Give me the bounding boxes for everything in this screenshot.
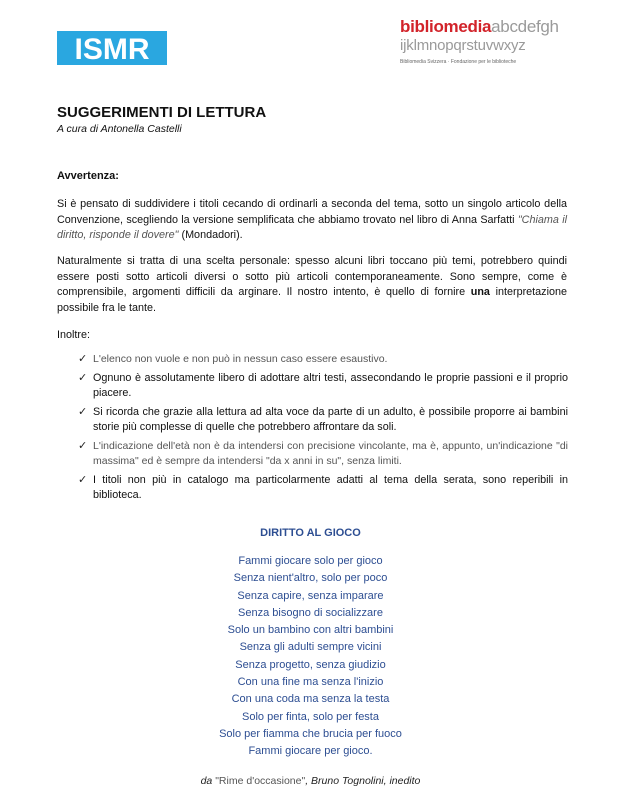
document-title: SUGGERIMENTI DI LETTURA	[57, 104, 267, 121]
poem-line: Solo per finta, solo per festa	[242, 710, 379, 723]
p2-text-a: Naturalmente si tratta di una scelta personale: spesso alcuni libri toccano più temi, potrebbero quindi essere posti sotto articoli diversi o sotto più articoli contemporaneamente. Sono sempre, come è comprensibile, argomenti difficili da arginare. Il nostro intento, è quello di fornire	[57, 255, 567, 298]
poem-credit	[0, 775, 621, 787]
check-icon: ✓	[78, 353, 88, 365]
list-item	[78, 352, 568, 368]
notes-checklist	[78, 352, 568, 507]
list-item	[78, 473, 568, 504]
warning-heading: Avvertenza:	[57, 170, 119, 182]
bibliomedia-word: bibliomedia	[400, 17, 492, 36]
document-subtitle: A cura di Antonella Castelli	[57, 123, 182, 135]
bibliomedia-tail: abcdefgh	[491, 17, 559, 36]
bibliomedia-tagline: Bibliomedia Svizzera · Fondazione per le biblioteche	[400, 59, 517, 65]
bibliomedia-logo-line2: ijklmnopqrstuvwxyz	[400, 37, 526, 54]
poem-title: DIRITTO AL GIOCO	[260, 527, 361, 539]
check-icon: ✓	[78, 439, 88, 452]
credit-source: "Rime d'occasione"	[215, 775, 306, 787]
poem-line: Senza capire, senza imparare	[237, 589, 384, 602]
poem-line: Con una fine ma senza l'inizio	[237, 676, 384, 689]
p2-bold-word: una	[470, 286, 490, 298]
bibliomedia-logo	[400, 17, 600, 67]
check-icon: ✓	[78, 371, 88, 384]
poem-line: Solo un bambino con altri bambini	[227, 624, 394, 637]
bibliomedia-logo-line1	[400, 17, 559, 37]
list-item-text: I titoli non più in catalogo ma particolarmente adatti al tema della serata, sono reperibili in biblioteca.	[93, 473, 568, 501]
poem-line: Con una coda ma senza la testa	[231, 693, 390, 706]
list-item	[78, 371, 568, 402]
poem-line: Senza progetto, senza giudizio	[235, 658, 386, 671]
poem-line: Fammi giocare per gioco.	[248, 745, 373, 758]
check-icon: ✓	[78, 405, 88, 418]
ismr-logo	[57, 31, 167, 65]
p1-book-title: "Chiama il diritto, risponde il dovere"	[57, 213, 567, 241]
inoltre-label: Inoltre:	[57, 329, 91, 341]
poem-line: Solo per fiamma che brucia per fuoco	[219, 727, 402, 740]
poem-line: Senza bisogno di socializzare	[238, 606, 383, 619]
credit-author: , Bruno Tognolini, inedito	[305, 775, 421, 787]
list-item	[78, 405, 568, 436]
poem-line: Fammi giocare solo per gioco	[238, 555, 383, 567]
intro-paragraph-1	[57, 197, 567, 244]
p2-text-b: interpretazione possibile fra le tante.	[57, 286, 567, 314]
ismr-logo-text: ISMR	[74, 33, 150, 65]
list-item-text: Si ricorda che grazie alla lettura ad alta voce da parte di un adulto, è possibile proporre ai bambini storie più complesse di quelle che potrebbero affrontare da soli.	[93, 405, 568, 433]
list-item-text: L'elenco non vuole e non può in nessun caso essere esaustivo.	[93, 353, 388, 365]
list-item-text: L'indicazione dell'età non è da intendersi con precisione vincolante, ma è, appunto, un'indicazione "di massima" ed è sempre da intendersi "da x anni in su", senza limiti.	[93, 439, 568, 467]
list-item	[78, 439, 568, 470]
poem-line: Senza nient'altro, solo per poco	[233, 572, 388, 585]
p1-text-a: Si è pensato di suddividere i titoli cecando di ordinarli a seconda del tema, sotto un singolo articolo della Convenzione, scegliendo la versione semplificata che abbiamo trovato nel libro di Anna Sarfatti	[57, 198, 567, 226]
intro-paragraph-2	[57, 254, 567, 316]
check-icon: ✓	[78, 473, 88, 486]
list-item-text: Ognuno è assolutamente libero di adottare altri testi, assecondando le proprie passioni e il proprio piacere.	[93, 371, 568, 399]
poem-line: Senza gli adulti sempre vicini	[239, 641, 382, 654]
poem-lines	[0, 553, 621, 761]
credit-da: da	[200, 775, 216, 787]
p1-text-b: (Mondadori).	[178, 229, 243, 241]
